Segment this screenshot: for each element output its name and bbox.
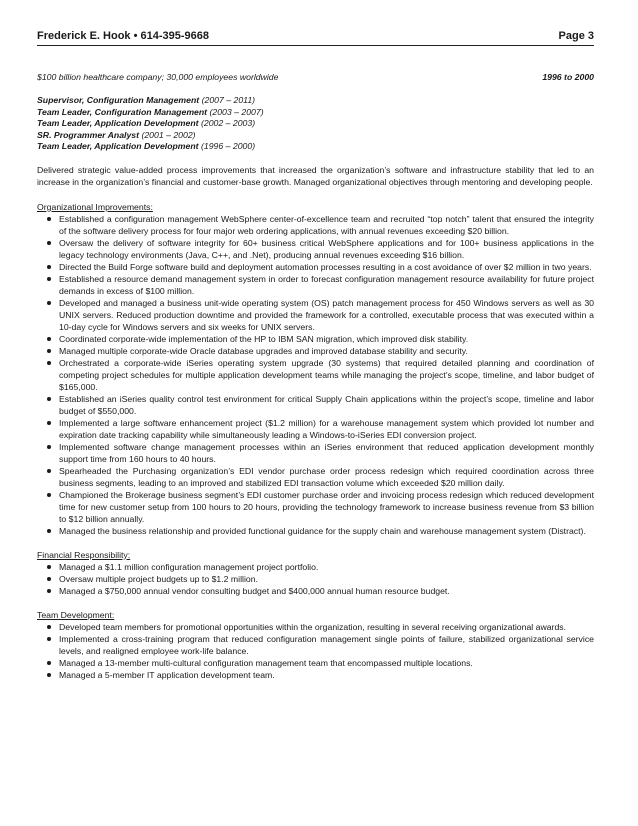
section-title: Team Development:	[37, 609, 115, 620]
list-item: Orchestrated a corporate-wide iSeries operating system upgrade (30 systems) that required detailed planning and coordination of competing project schedules for multiple application development teams while managing the project’s scope, timeline, and labor budget of $165,000.	[59, 357, 594, 392]
list-item: Managed a 13-member multi-cultural configuration management team that encompassed multiple locations.	[59, 657, 594, 669]
role-item	[37, 118, 594, 130]
list-item: Established an iSeries quality control test environment for critical Supply Chain applications within the project’s scope, timeline and labor budget of $550,000.	[59, 393, 594, 416]
role-item	[37, 141, 594, 153]
role-item	[37, 95, 594, 107]
list-item: Managed a 5-member IT application development team.	[59, 669, 594, 681]
role-title: SR. Programmer Analyst	[37, 129, 140, 140]
bullet-list	[37, 561, 594, 597]
role-years: (2002 – 2003)	[200, 118, 256, 129]
list-item: Developed and managed a business unit-wide operating system (OS) patch management process for 450 Windows servers as well as 30 UNIX servers. Reduced production downtime and provided the framework for a controlled, executable process that was executed within a 10-day cycle for Windows servers and six weeks for UNIX servers.	[59, 297, 594, 332]
role-title: Team Leader, Configuration Management	[37, 106, 208, 117]
role-years: (2001 – 2002)	[141, 129, 196, 140]
list-item: Spearheaded the Purchasing organization’s EDI vendor purchase order process redesign which required coordination across three business segments, leading to an improved and stabilized EDI transaction volume which exceeded $20 million daily.	[59, 465, 594, 488]
list-item: Implemented a large software enhancement project ($1.2 million) for a warehouse management system which provided lot number and expiration date tracking capability while simultaneously leading a Windows-to-iSeries EDI conversion project.	[59, 417, 594, 440]
list-item: Oversaw the delivery of software integrity for 60+ business critical WebSphere applications and for 100+ business applications in the legacy technology environments (Java, C++, and .Net), producing annual revenues exceeding $16 billion.	[59, 237, 594, 260]
list-item: Managed multiple corporate-wide Oracle database upgrades and improved database stability and security.	[59, 345, 594, 357]
company-description: $100 billion healthcare company; 30,000 employees worldwide	[37, 72, 279, 82]
page-header	[37, 30, 594, 46]
company-row	[37, 72, 594, 82]
bullet-list	[37, 213, 594, 537]
summary-paragraph: Delivered strategic value-added process improvements that increased the organization’s software and infrastructure stability that led to an increase in the organization’s financial and customer-base growth. Managed organizational objectives through mentoring and developing people.	[37, 164, 594, 188]
section-title: Organizational Improvements:	[37, 201, 153, 212]
list-item: Directed the Build Forge software build and deployment automation processes resulting in a cost avoidance of over $2 million in two years.	[59, 261, 594, 273]
section-team-development	[37, 609, 594, 681]
role-years: (2003 – 2007)	[209, 106, 264, 117]
role-item	[37, 130, 594, 142]
list-item: Implemented a cross-training program that reduced configuration management single points of failure, stabilized organizational service levels, and realigned employee work-life balance.	[59, 633, 594, 656]
section-financial-responsibility	[37, 549, 594, 597]
list-item: Managed the business relationship and provided functional guidance for the supply chain and warehouse management system (Distract).	[59, 525, 594, 537]
role-years: (2007 – 2011)	[201, 95, 256, 105]
list-item: Oversaw multiple project budgets up to $1.2 million.	[59, 573, 594, 585]
list-item: Implemented software change management processes within an iSeries environment that reduced application development monthly support time from 160 hours to 40 hours.	[59, 441, 594, 464]
list-item: Coordinated corporate-wide implementation of the HP to IBM SAN migration, which improved disk stability.	[59, 333, 594, 345]
list-item: Established a configuration management WebSphere center-of-excellence team and recruited “top notch” talent that ensured the integrity of the software delivery process for four major web ordering applications, with annual revenues exceeding $20 billion.	[59, 213, 594, 236]
header-name-phone: Frederick E. Hook • 614-395-9668	[37, 30, 209, 42]
role-item	[37, 107, 594, 119]
section-title: Financial Responsibility:	[37, 549, 131, 560]
roles-list	[37, 95, 594, 153]
list-item: Managed a $750,000 annual vendor consulting budget and $400,000 annual human resource budget.	[59, 585, 594, 597]
list-item: Developed team members for promotional opportunities within the organization, resulting in several receiving organizational awards.	[59, 621, 594, 633]
list-item: Established a resource demand management system in order to forecast configuration management resource availability for future project demands in excess of $100 million.	[59, 273, 594, 296]
employment-dates: 1996 to 2000	[542, 72, 594, 82]
role-title: Supervisor, Configuration Management	[37, 95, 200, 105]
role-years: (1996 – 2000)	[200, 141, 256, 152]
section-organizational-improvements	[37, 201, 594, 537]
role-title: Team Leader, Application Development	[37, 141, 199, 152]
bullet-list	[37, 621, 594, 681]
list-item: Championed the Brokerage business segment’s EDI customer purchase order and invoicing process redesign which reduced development time for new customer setup from 100 hours to 20 hours, providing the technology framework to increase business revenue from $3 billion to $12 billion annually.	[59, 489, 594, 524]
list-item: Managed a $1.1 million configuration management project portfolio.	[59, 561, 594, 573]
role-title: Team Leader, Application Development	[37, 118, 199, 129]
page-number: Page 3	[558, 30, 594, 42]
